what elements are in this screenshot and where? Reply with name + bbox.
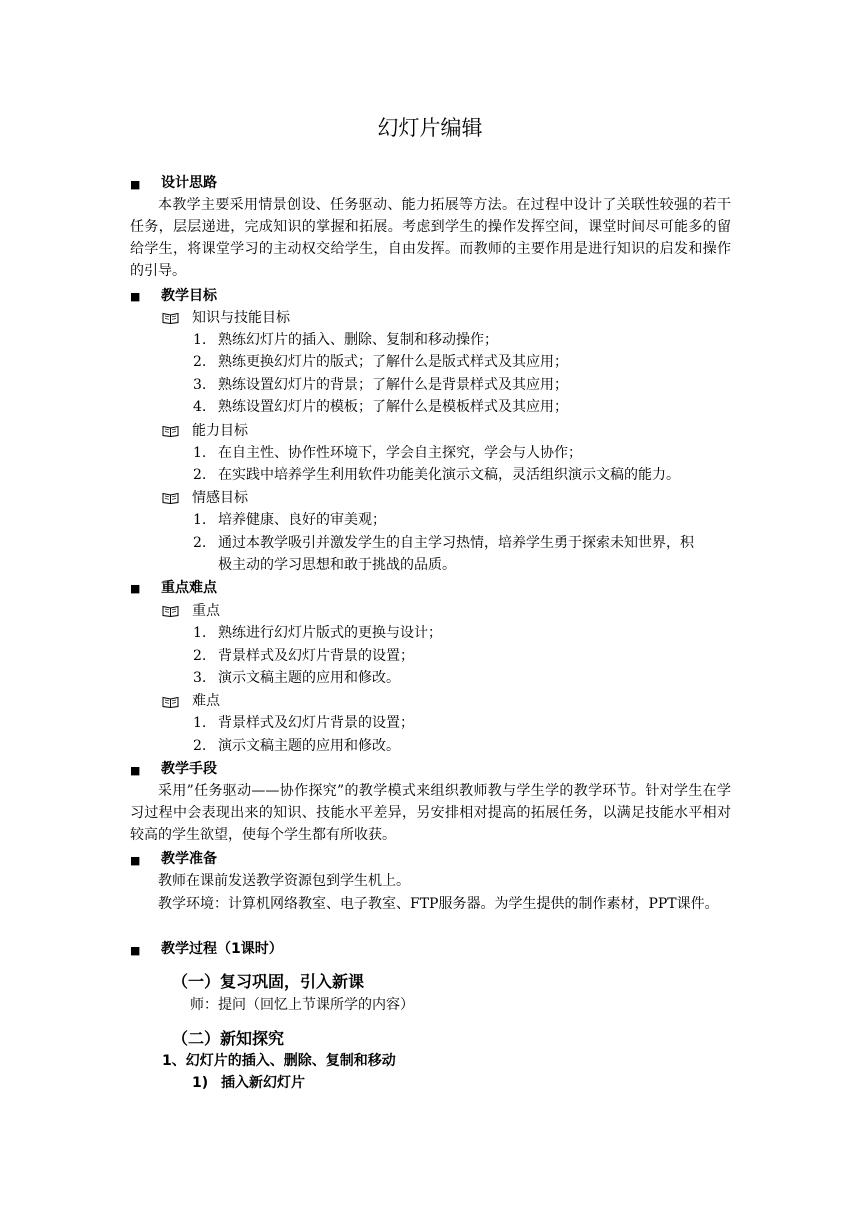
section-heading-process: 教学过程（1课时）	[161, 941, 283, 957]
part-review-text: 师：提问（回忆上节课所学的内容）	[190, 997, 414, 1013]
list-item: 在实践中培养学生利用软件功能美化演示文稿，灵活组织演示文稿的能力。	[218, 467, 680, 483]
list-item: 熟练幻灯片的插入、删除、复制和移动操作；	[218, 332, 498, 348]
subheading-slide-operations: 1、幻灯片的插入、删除、复制和移动	[162, 1053, 396, 1069]
design-paragraph: 本教学主要采用情景创设、任务驱动、能力拓展等方法。在过程中设计了关联性较强的若干任务，层层递进，完成知识的掌握和拓展。考虑到学生的操作发挥空间，课堂时间尽可能多的留给学生，将课堂学习的主动权交给学生，自由发挥。而教师的主要作用是进行知识的启发和操作的引导。	[130, 197, 731, 279]
part-review-title: （一）复习巩固，引入新课	[172, 972, 365, 991]
section-heading-design: 设计思路	[161, 175, 217, 191]
list-item: 熟练设置幻灯片的背景；了解什么是背景样式及其应用；	[218, 377, 568, 393]
preparation-paragraph-1: 教师在课前发送教学资源包到学生机上。	[158, 873, 410, 889]
section-heading-preparation: 教学准备	[161, 851, 217, 867]
open-book-icon	[162, 696, 179, 708]
list-item: 培养健康、良好的审美观；	[218, 512, 386, 528]
list-item: 熟练设置幻灯片的模板；了解什么是模板样式及其应用；	[218, 399, 568, 415]
list-number: 1.	[193, 625, 207, 641]
list-number: 1.	[193, 332, 207, 348]
subsub-insert-slide: 插入新幻灯片	[221, 1075, 305, 1091]
black-square-bullet-icon: ■	[130, 944, 141, 957]
subsection-key: 重点	[192, 603, 220, 619]
open-book-icon	[162, 492, 179, 504]
part-new-title: （二）新知探究	[172, 1029, 285, 1048]
list-item: 熟练更换幻灯片的版式；了解什么是版式样式及其应用；	[218, 354, 568, 370]
document-title: 幻灯片编辑	[377, 116, 483, 140]
list-item-continuation: 极主动的学习思想和敢于挑战的品质。	[218, 557, 456, 573]
list-item: 背景样式及幻灯片背景的设置；	[218, 715, 414, 731]
list-number: 1.	[193, 715, 207, 731]
list-item: 熟练进行幻灯片版式的更换与设计；	[218, 625, 442, 641]
list-number: 1.	[193, 512, 207, 528]
list-item: 通过本教学吸引并激发学生的自主学习热情，培养学生勇于探索未知世界，积	[218, 535, 694, 551]
black-square-bullet-icon: ■	[130, 764, 141, 777]
section-heading-goals: 教学目标	[161, 288, 217, 304]
subsection-difficult: 难点	[192, 693, 220, 709]
open-book-icon	[162, 605, 179, 617]
list-number: 2.	[193, 467, 207, 483]
list-item: 演示文稿主题的应用和修改。	[218, 670, 400, 686]
black-square-bullet-icon: ■	[130, 178, 141, 191]
open-book-icon	[162, 425, 179, 437]
list-number: 2.	[193, 535, 207, 551]
list-number: 3.	[193, 670, 207, 686]
black-square-bullet-icon: ■	[130, 854, 141, 867]
section-heading-keypoints: 重点难点	[161, 580, 217, 596]
subsection-ability: 能力目标	[192, 423, 248, 439]
black-square-bullet-icon: ■	[130, 290, 141, 303]
subsub-number: 1)	[192, 1075, 209, 1091]
subsection-knowledge: 知识与技能目标	[192, 310, 290, 326]
methods-paragraph: 采用”任务驱动——协作探究”的教学模式来组织教师教与学生学的教学环节。针对学生在学习过程中会表现出来的知识、技能水平差异，另安排相对提高的拓展任务，以满足技能水平相对较高的学生欲望，使每个学生都有所收获。	[130, 783, 731, 843]
subsection-emotion: 情感目标	[192, 490, 248, 506]
open-book-icon	[162, 312, 179, 324]
list-item: 背景样式及幻灯片背景的设置；	[218, 648, 414, 664]
list-number: 2.	[193, 738, 207, 754]
list-number: 2.	[193, 648, 207, 664]
preparation-paragraph-2: 教学环境：计算机网络教室、电子教室、FTP服务器。为学生提供的制作素材，PPT课件。	[158, 896, 719, 912]
list-number: 4.	[193, 399, 207, 415]
section-heading-methods: 教学手段	[161, 761, 217, 777]
list-number: 1.	[193, 445, 207, 461]
list-number: 2.	[193, 354, 207, 370]
list-item: 演示文稿主题的应用和修改。	[218, 738, 400, 754]
list-item: 在自主性、协作性环境下，学会自主探究，学会与人协作；	[218, 445, 582, 461]
black-square-bullet-icon: ■	[130, 582, 141, 595]
list-number: 3.	[193, 377, 207, 393]
